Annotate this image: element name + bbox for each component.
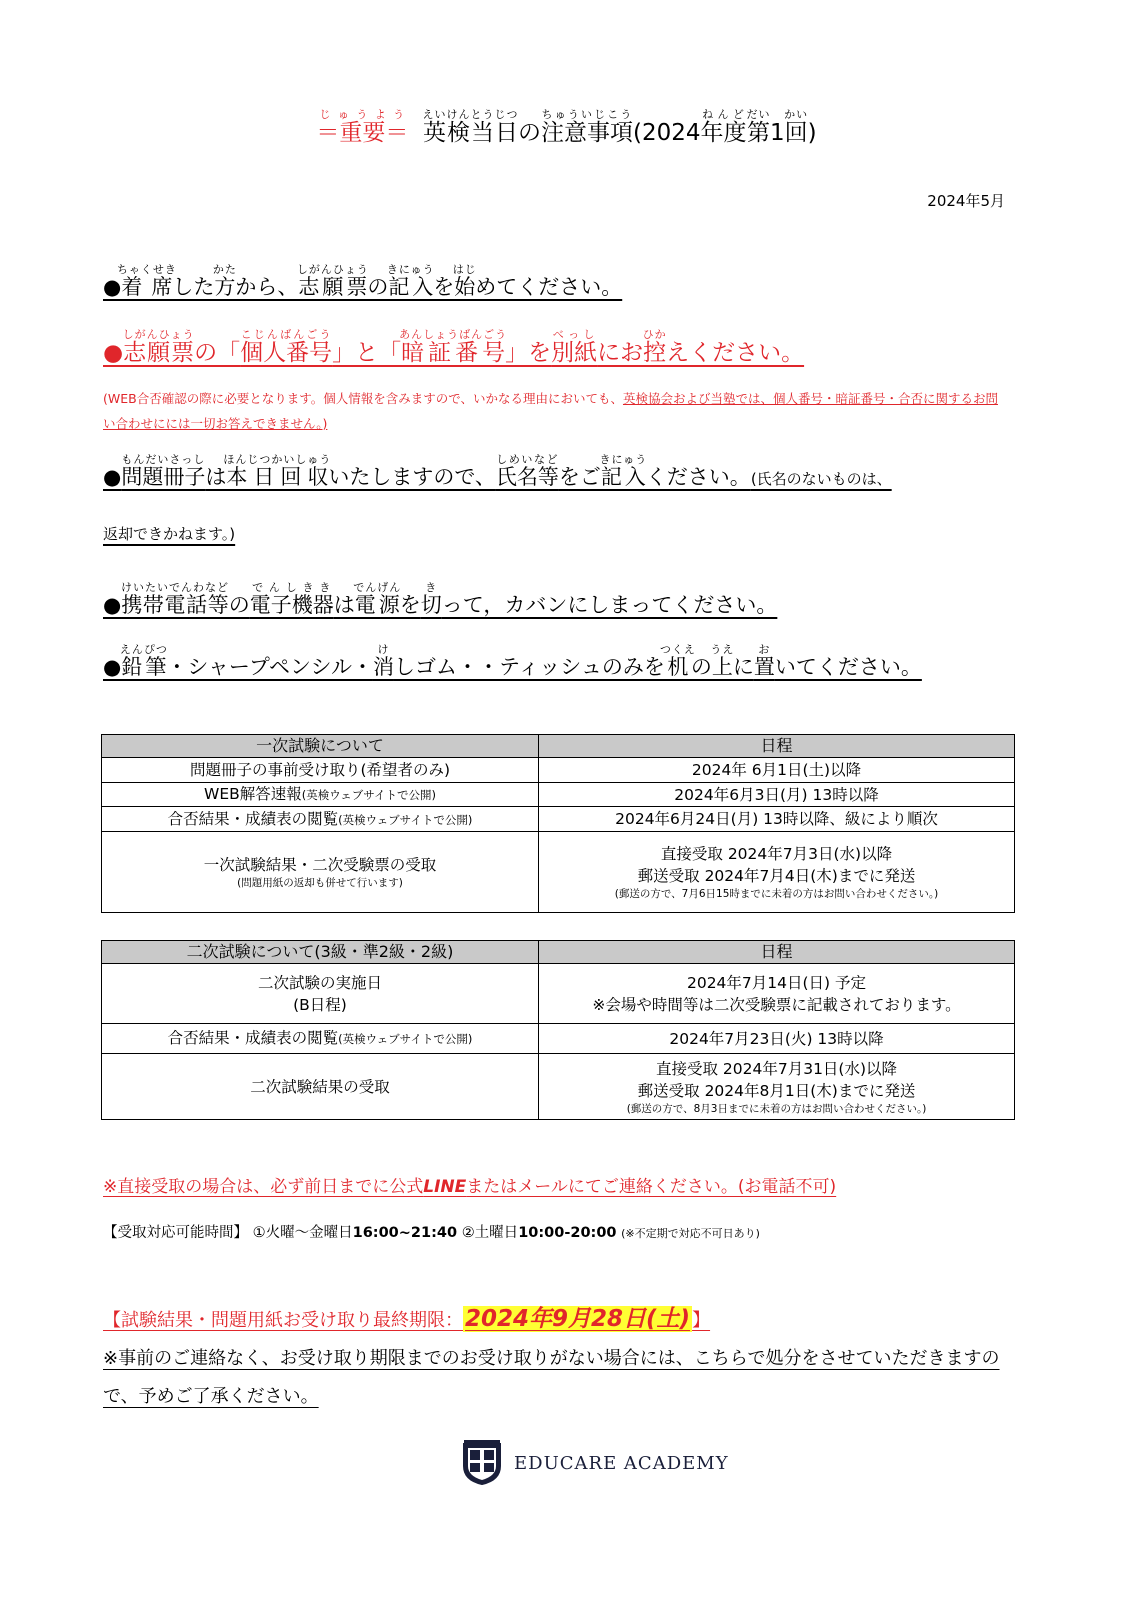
table-row bbox=[102, 964, 1015, 1024]
row-value: 2024年7月23日(火) 13時以降 bbox=[539, 1024, 1015, 1054]
table-row bbox=[102, 1054, 1015, 1120]
row-label: 合否結果・成績表の閲覧(英検ウェブサイトで公開) bbox=[102, 1024, 539, 1054]
table-row bbox=[102, 832, 1015, 913]
row-label: 二次試験結果の受取 bbox=[102, 1054, 539, 1120]
row-label: WEB解答速報(英検ウェブサイトで公開) bbox=[102, 783, 539, 807]
academy-name: EDUCARE ACADEMY bbox=[514, 1452, 729, 1474]
table-header bbox=[102, 941, 1015, 964]
row-value: 直接受取 2024年7月3日(水)以降 郵送受取 2024年7月4日(木)までに発送 (郵送の方で、7月6日15時までに未着の方はお問い合わせください。) bbox=[539, 832, 1015, 913]
row-value: 直接受取 2024年7月31日(水)以降 郵送受取 2024年8月1日(木)までに発送 (郵送の方で、8月3日までに未着の方はお問い合わせください。) bbox=[539, 1054, 1015, 1120]
row-value: 2024年7月14日(日) 予定 ※会場や時間等は二次受験票に記載されております。 bbox=[539, 964, 1015, 1024]
page-title: ＝重要＝じゅうよう 英検えいけん当日とうじつの注意事項ちゅういじこう(2024年度ねんど第だい1回かい) bbox=[316, 108, 817, 146]
table-header-cell: 日程 bbox=[539, 735, 1015, 758]
table-row bbox=[102, 807, 1015, 832]
notice-desk-items: ●鉛筆えんぴつ・シャープペンシル・消けしゴム・・ティッシュのみを机つくえの上うえに置おいてください。 bbox=[103, 643, 922, 679]
row-label: 合否結果・成績表の閲覧(英検ウェブサイトで公開) bbox=[102, 807, 539, 832]
row-value: 2024年6月24日(月) 13時以降、級により順次 bbox=[539, 807, 1015, 832]
row-label: 一次試験結果・二次受験票の受取 (問題用紙の返却も併せて行います) bbox=[102, 832, 539, 913]
table-header-cell: 二次試験について(3級・準2級・2級) bbox=[102, 941, 539, 964]
academy-logo bbox=[460, 1440, 729, 1486]
deadline-date: 2024年9月28日(土) bbox=[465, 1306, 691, 1332]
disposal-notice: ※事前のご連絡なく、お受け取り期限までのお受け取りがない場合には、こちらで処分をさせていただきますので、予めご了承ください。 bbox=[103, 1348, 1000, 1407]
contact-notice: ※直接受取の場合は、必ず前日までに公式LINEまたはメールにてご連絡ください。(お電話不可) bbox=[103, 1177, 837, 1197]
crest-icon bbox=[460, 1440, 504, 1486]
table-row bbox=[102, 1024, 1015, 1054]
notice-booklet: ●問題冊子もんだいさっしは本日回収ほんじつかいしゅういたしますので、氏名等しめいなどをご記入きにゅうください。(氏名のないものは、 bbox=[103, 453, 892, 489]
table-row bbox=[102, 783, 1015, 807]
important-label: ＝重要＝じゅうよう bbox=[316, 108, 409, 146]
pickup-hours: 【受取対応可能時間】 ①火曜～金曜日16:00~21:40 ②土曜日10:00-20:00 (※不定期で対応不可日あり) bbox=[103, 1225, 760, 1241]
notice-booklet-tail: 返却できかねます。) bbox=[103, 525, 236, 543]
row-value: 2024年6月3日(月) 13時以降 bbox=[539, 783, 1015, 807]
notice-phone: ●携帯電話等けいたいでんわなどの電子機器でんしききは電源でんげんを切きって，カバンにしまってください。 bbox=[103, 581, 778, 617]
final-deadline: 【試験結果・問題用紙お受け取り最終期限：2024年9月28日(土) 】 bbox=[103, 1306, 711, 1332]
table-header bbox=[102, 735, 1015, 758]
table-header-cell: 日程 bbox=[539, 941, 1015, 964]
row-label: 問題冊子の事前受け取り(希望者のみ) bbox=[102, 758, 539, 783]
second-exam-table bbox=[101, 940, 1015, 1120]
row-value: 2024年 6月1日(土)以降 bbox=[539, 758, 1015, 783]
row-label: 二次試験の実施日 (B日程) bbox=[102, 964, 539, 1024]
notice-seat: ●着席ちゃくせきした方かたから、志願票しがんひょうの記入きにゅうを始はじめてください。 bbox=[103, 263, 623, 299]
table-row bbox=[102, 758, 1015, 783]
first-exam-table bbox=[101, 734, 1015, 913]
notice-personal-number: ●志願票しがんひょうの「個人番号こじんばんごう」と「暗証番号あんしょうばんごう」を別紙べっしにお控ひかえください。 bbox=[103, 328, 805, 366]
notice-personal-number-note: (WEB合否確認の際に必要となります。個人情報を含みますので、いかなる理由においても、英検協会および当塾では、個人番号・暗証番号・合否に関するお問い合わせにには一切お答えできません。) bbox=[103, 391, 998, 431]
issue-date: 2024年5月 bbox=[927, 192, 1005, 210]
table-header-cell: 一次試験について bbox=[102, 735, 539, 758]
